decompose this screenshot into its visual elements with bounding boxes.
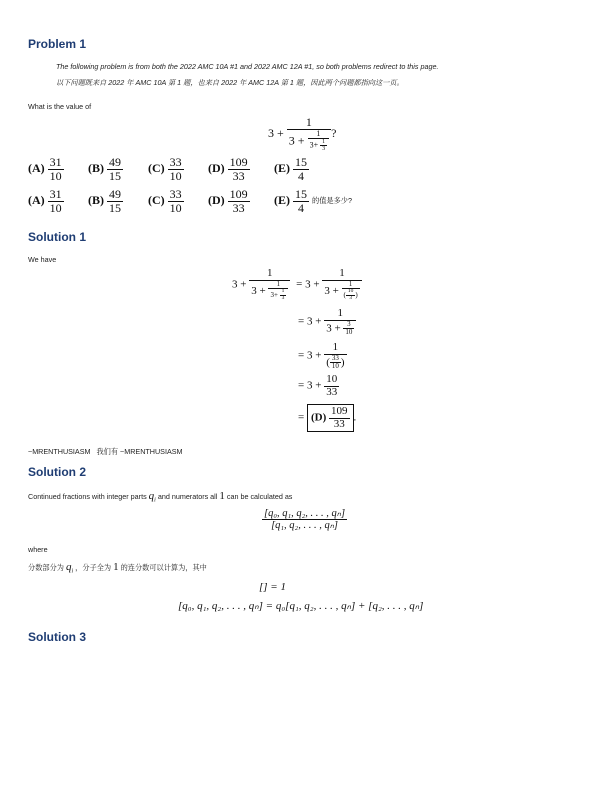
problem-expression: 3 + 1 3 + 1 3+ $\frac{1}{3}$ ? <box>268 115 337 153</box>
solution1-line-3: = 3 + 1 ( $\frac{33}{10}$ ) <box>298 341 345 370</box>
choices-row-zh: (A) $\frac{31}{10}$ (B) $\frac{49}{15}$ (C) $\frac{33}{10}$ (D) $\frac{109}{33}$ (E) $\frac{15}{4}$ 的值是多少? <box>28 187 352 215</box>
solution2-where: where <box>28 545 48 554</box>
choice-e: (E) $\frac{15}{4}$ <box>274 155 307 183</box>
answer-box: (D) $\frac{109}{33}$ <box>307 404 354 432</box>
choice-b: (B) $\frac{49}{15}$ <box>88 155 121 183</box>
solution1-heading: Solution 1 <box>28 230 86 244</box>
problem-heading: Problem 1 <box>28 37 87 51</box>
solution2-zh: 分数部分为 $q_i$ ，分子全为 1 的连分数可以计算为，其中 <box>28 561 207 575</box>
choice-a: (A) $\frac{31}{10}$ <box>28 155 62 183</box>
solution2-text: Continued fractions with integer parts $q_i$ and numerators all 1 can be calculated as <box>28 490 293 504</box>
problem-question: What is the value of <box>28 102 92 111</box>
question-zh-suffix: 的值是多少? <box>312 196 352 206</box>
problem-note-zh: 以下问题既来自 2022 年 AMC 10A 第 1 题，也来自 2022 年 AMC 12A 第 1 题，因此两个问题都指向这一页。 <box>56 78 404 87</box>
solution1-line-2: = 3 + 1 3 + $\frac{3}{10}$ <box>298 308 356 336</box>
solution2-rule-2: [q₀, q₁, q₂, . . . , qₙ] = q₀[q₁, q₂, . . . , qₙ] + [q₂, . . . , qₙ] <box>178 600 424 612</box>
solution1-line-4: = 3 + $\frac{10}{33}$ <box>298 373 338 398</box>
solution3-heading: Solution 3 <box>28 630 86 644</box>
solution2-formula: $\frac{\text{[q₀, q₁, q₂, . . . , qₙ]}}{\text{[q₁, q₂, . . . , qₙ]}}$ <box>264 508 346 532</box>
choice-c: (C) $\frac{33}{10}$ <box>148 155 182 183</box>
solution1-intro: We have <box>28 255 57 264</box>
problem-note-en: The following problem is from both the 2022 AMC 10A #1 and 2022 AMC 12A #1, so both problems redirect to this page. <box>56 62 439 71</box>
solution2-heading: Solution 2 <box>28 465 86 479</box>
choices-row <box>28 156 309 182</box>
solution1-line-5: = (D) $\frac{109}{33}$ . <box>298 404 356 432</box>
solution2-rule-1: [] = 1 <box>259 581 286 593</box>
solution1-line-1: 3 + 1 3 + 1 3+ $\frac{1}{3}$ = 3 + 1 3 + 1 ( $\frac{10}{3}$ ) <box>232 268 362 301</box>
solution1-credit: ~MRENTHUSIASM 我们有 ~MRENTHUSIASM <box>28 447 183 456</box>
choice-d: (D) $\frac{109}{33}$ <box>208 155 248 183</box>
